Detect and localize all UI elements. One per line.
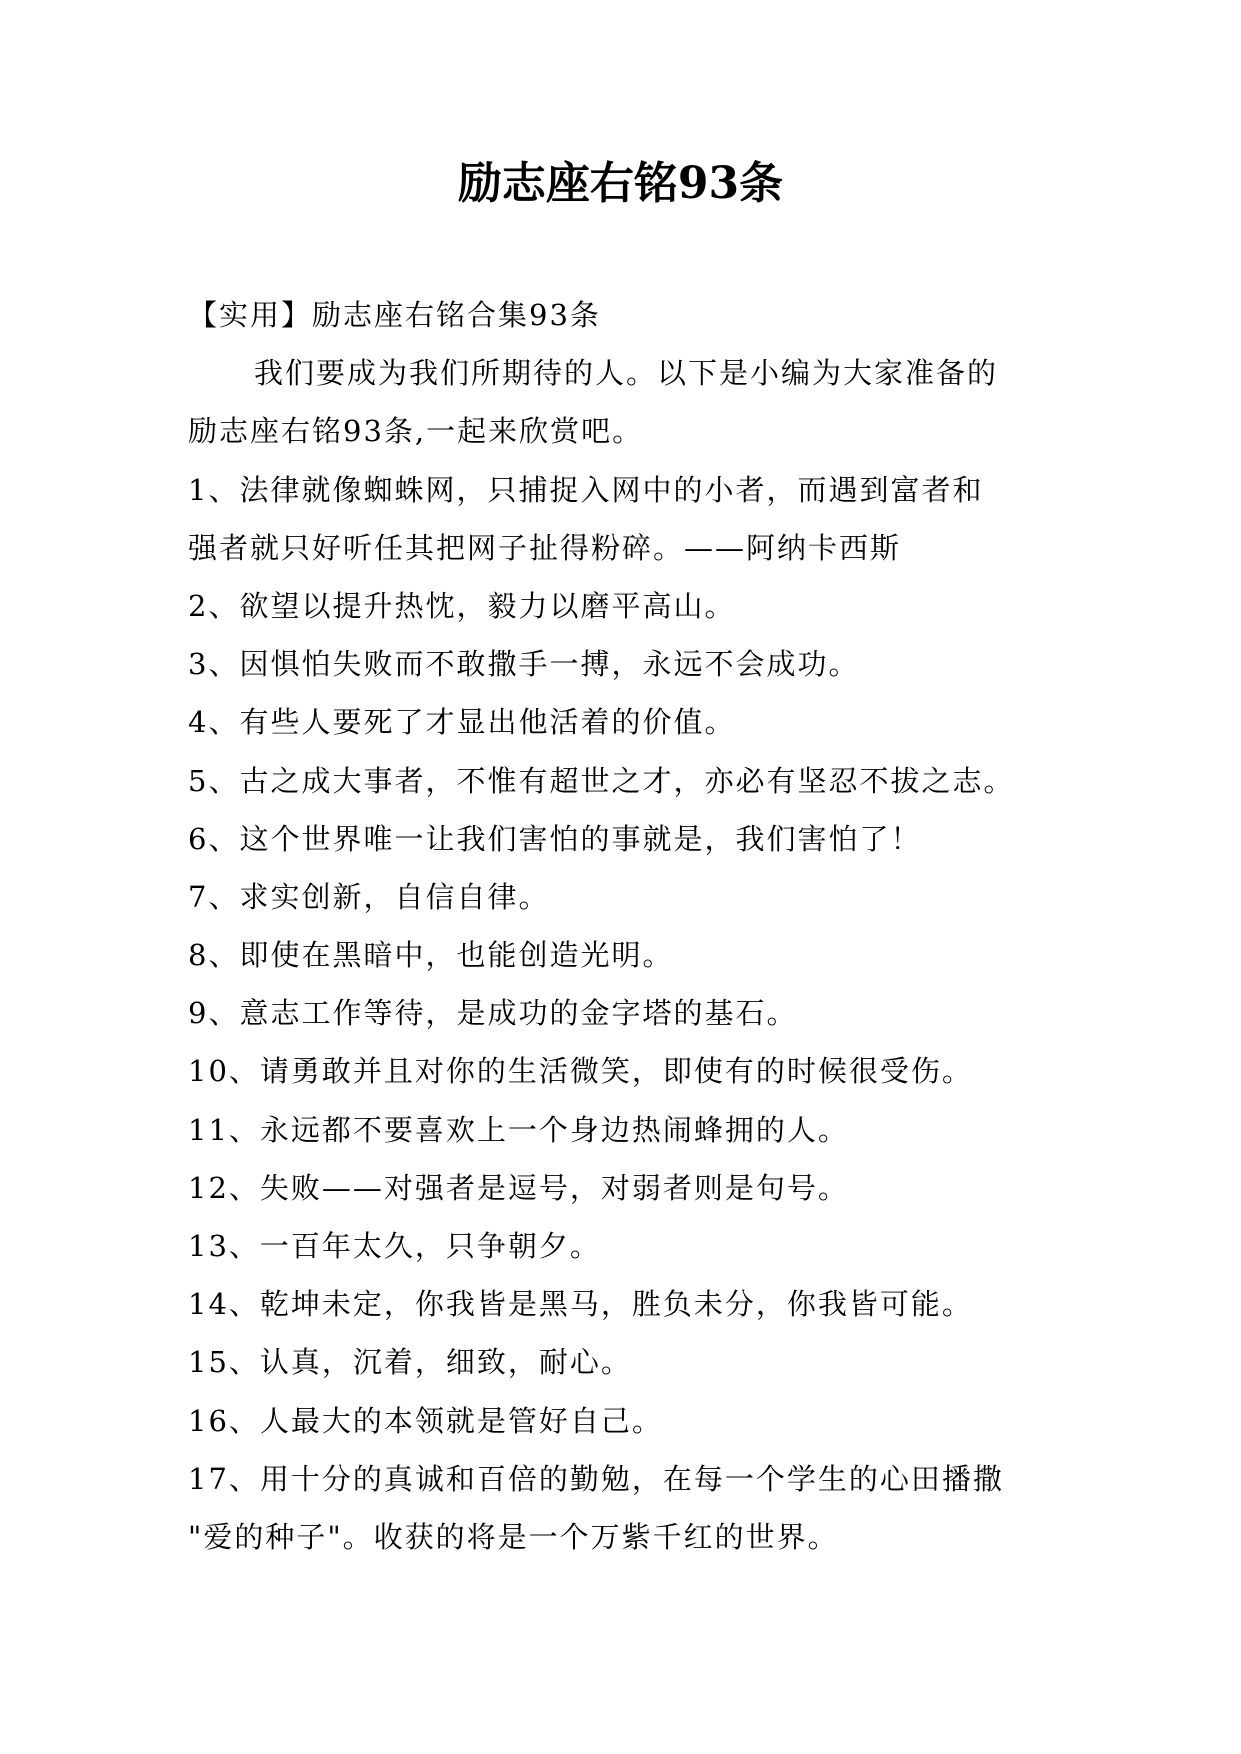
motto-line: 9、意志工作等待，是成功的金字塔的基石。 xyxy=(188,996,798,1031)
motto-line: 14、乾坤未定，你我皆是黑马，胜负未分，你我皆可能。 xyxy=(188,1287,973,1322)
motto-line: 10、请勇敢并且对你的生活微笑，即使有的时候很受伤。 xyxy=(188,1054,973,1089)
motto-line: 16、人最大的本领就是管好自己。 xyxy=(188,1403,663,1438)
motto-line: 7、求实创新，自信自律。 xyxy=(188,879,550,914)
motto-line: 12、失败——对强者是逗号，对弱者则是句号。 xyxy=(188,1170,849,1205)
motto-line: 2、欲望以提升热忱，毅力以磨平高山。 xyxy=(188,588,736,623)
document-body xyxy=(188,286,1068,1566)
motto-line: 1、法律就像蜘蛛网，只捕捉入网中的小者，而遇到富者和 xyxy=(188,472,984,507)
motto-line: 3、因惧怕失败而不敢撒手一搏，永远不会成功。 xyxy=(188,647,860,682)
motto-line: 6、这个世界唯一让我们害怕的事就是，我们害怕了！ xyxy=(188,821,922,856)
motto-line: 13、一百年太久，只争朝夕。 xyxy=(188,1229,601,1263)
motto-line: 15、认真，沉着，细致，耐心。 xyxy=(188,1345,632,1380)
motto-line: "爱的种子"。收获的将是一个万紫千红的世界。 xyxy=(188,1519,839,1554)
motto-line: 强者就只好听任其把网子扯得粉碎。——阿纳卡西斯 xyxy=(188,530,902,565)
intro-line: 励志座右铭93条,一起来欣赏吧。 xyxy=(188,414,644,449)
motto-line: 4、有些人要死了才显出他活着的价值。 xyxy=(188,705,736,740)
motto-line: 17、用十分的真诚和百倍的勤勉，在每一个学生的心田播撒 xyxy=(188,1461,1004,1496)
motto-line: 5、古之成大事者，不惟有超世之才，亦必有坚忍不拔之志。 xyxy=(188,763,1015,798)
motto-line: 11、永远都不要喜欢上一个身边热闹蜂拥的人。 xyxy=(188,1112,849,1147)
motto-line: 8、即使在黑暗中，也能创造光明。 xyxy=(188,938,674,973)
intro-line: 我们要成为我们所期待的人。以下是小编为大家准备的 xyxy=(254,356,999,391)
document-title: 励志座右铭93条 xyxy=(457,158,784,209)
document-subtitle: 【实用】励志座右铭合集93条 xyxy=(188,298,601,332)
